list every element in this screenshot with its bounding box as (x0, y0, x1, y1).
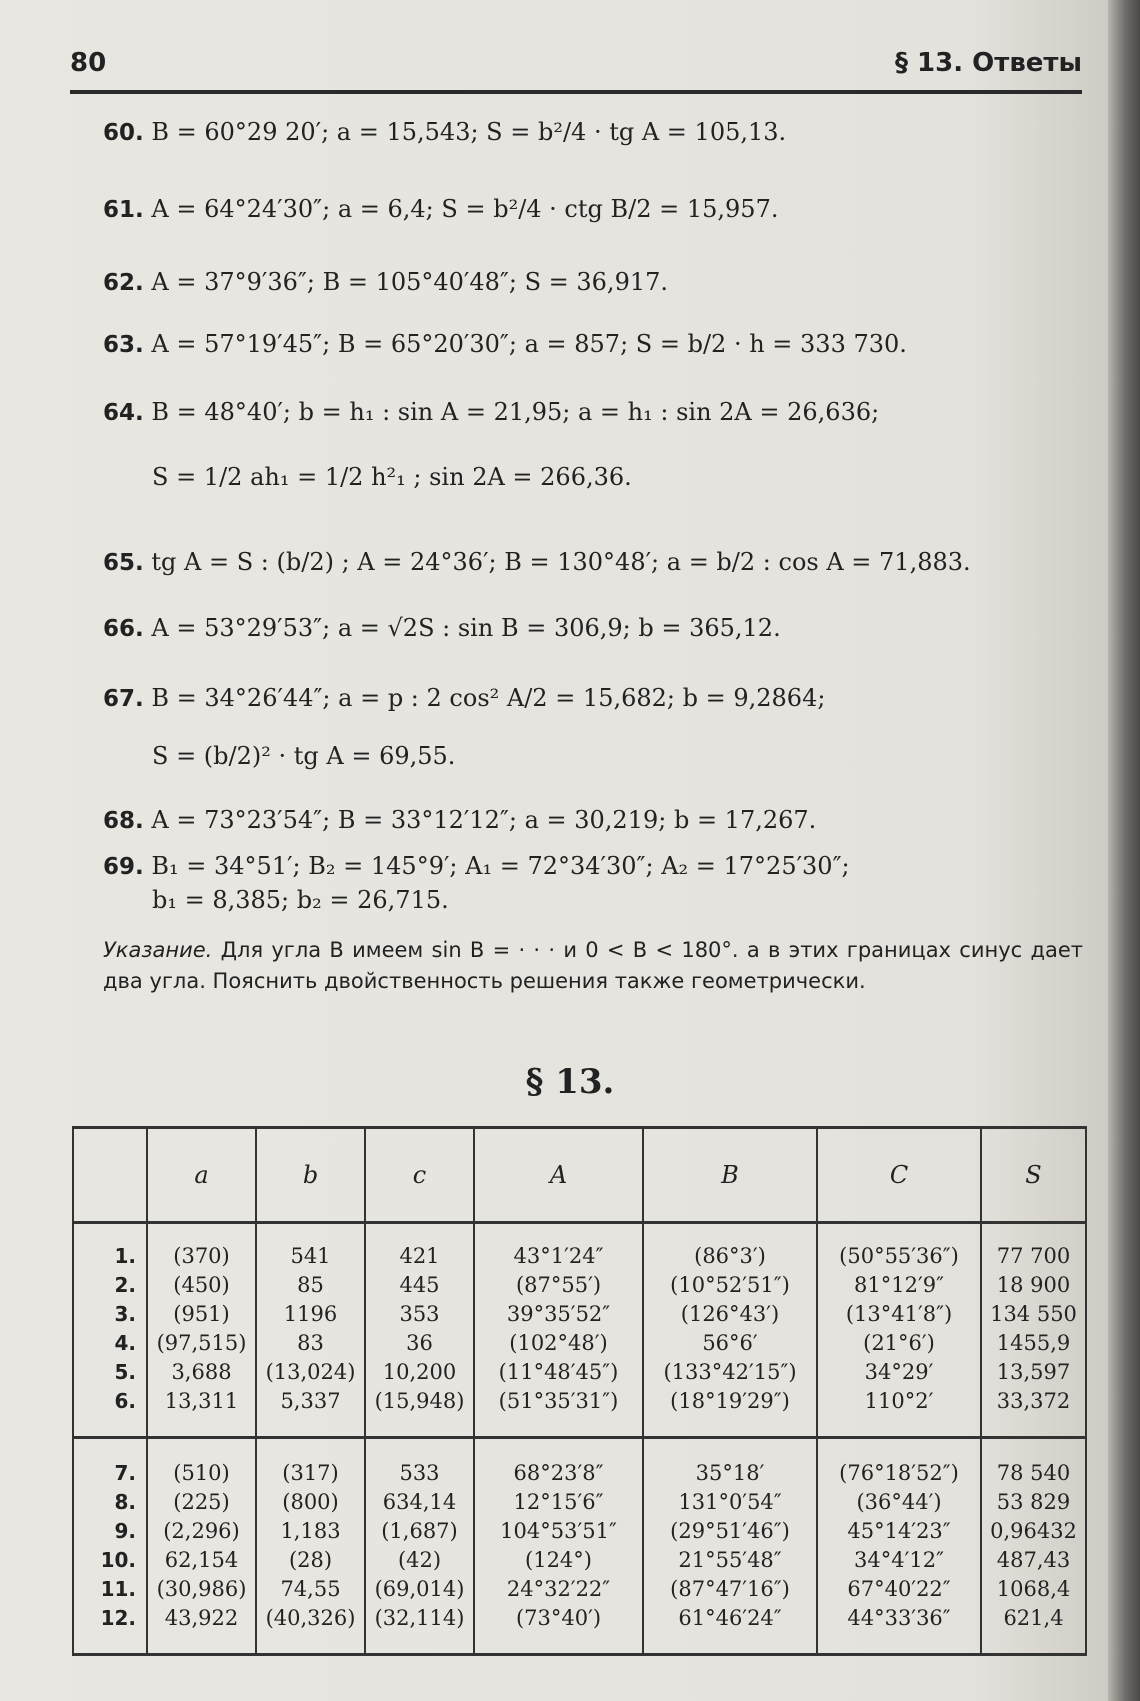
column-header: b (256, 1128, 365, 1223)
answer-line: 63. A = 57°19′45″; B = 65°20′30″; a = 857; S = b/2 · h = 333 730. (103, 330, 907, 358)
table-cell: (317) (800) 1,183 (28) 74,55 (40,326) (256, 1438, 365, 1655)
table-cell: 77 700 18 900 134 550 1455,9 13,597 33,372 (981, 1223, 1086, 1438)
table-cell: (86°3′) (10°52′51″) (126°43′) 56°6′ (133°42′15″) (18°19′29″) (643, 1223, 817, 1438)
hint-paragraph (103, 935, 1083, 997)
column-header: C (817, 1128, 981, 1223)
column-header: S (981, 1128, 1086, 1223)
table-cell: 421 445 353 36 10,200 (15,948) (365, 1223, 474, 1438)
column-header: A (474, 1128, 643, 1223)
answer-line: 68. A = 73°23′54″; B = 33°12′12″; a = 30,219; b = 17,267. (103, 806, 817, 834)
table-cell: (50°55′36″) 81°12′9″ (13°41′8″) (21°6′) 34°29′ 110°2′ (817, 1223, 981, 1438)
answer-line: 62. A = 37°9′36″; B = 105°40′48″; S = 36,917. (103, 268, 668, 296)
table-cell: (370) (450) (951) (97,515) 3,688 13,311 (147, 1223, 256, 1438)
table-cell: (76°18′52″) (36°44′) 45°14′23″ 34°4′12″ 67°40′22″ 44°33′36″ (817, 1438, 981, 1655)
page-edge-shadow (1108, 0, 1140, 1701)
table-cell: 533 634,14 (1,687) (42) (69,014) (32,114) (365, 1438, 474, 1655)
table-cell: 541 85 1196 83 (13,024) 5,337 (256, 1223, 365, 1438)
answer-line: S = (b/2)² · tg A = 69,55. (152, 742, 456, 770)
answer-line: 65. tg A = S : (b/2) ; A = 24°36′; B = 130°48′; a = b/2 : cos A = 71,883. (103, 548, 971, 576)
header-rule (70, 90, 1082, 94)
answer-line: 60. B = 60°29 20′; a = 15,543; S = b²/4 · tg A = 105,13. (103, 118, 787, 146)
row-numbers: 1. 2. 3. 4. 5. 6. (73, 1223, 147, 1438)
hint-lead: Указание. (103, 938, 213, 962)
table-cell: 43°1′24″ (87°55′) 39°35′52″ (102°48′) (11°48′45″) (51°35′31″) (474, 1223, 643, 1438)
table-row-group (73, 1438, 1086, 1655)
table-row-group (73, 1223, 1086, 1438)
answer-line: b₁ = 8,385; b₂ = 26,715. (152, 886, 449, 914)
table-cell: 35°18′ 131°0′54″ (29°51′46″) 21°55′48″ (87°47′16″) 61°46′24″ (643, 1438, 817, 1655)
section-heading: § 13. (525, 1062, 615, 1102)
table-header-row (73, 1128, 1086, 1223)
answer-line: 64. B = 48°40′; b = h₁ : sin A = 21,95; a = h₁ : sin 2A = 26,636; (103, 398, 880, 426)
answer-line: 66. A = 53°29′53″; a = √2S : sin B = 306,9; b = 365,12. (103, 614, 781, 642)
hint-text: Для угла B имеем sin B = · · · и 0 < B < 180°. а в этих границах синус дает два угла. Пояснить двойственность решения также геометрически. (103, 938, 1083, 993)
answer-line: 69. B₁ = 34°51′; B₂ = 145°9′; A₁ = 72°34′30″; A₂ = 17°25′30″; (103, 852, 850, 880)
answer-line: S = 1/2 ah₁ = 1/2 h²₁ ; sin 2A = 266,36. (152, 463, 632, 491)
results-table (72, 1126, 1087, 1656)
row-numbers: 7. 8. 9. 10. 11. 12. (73, 1438, 147, 1655)
column-header: a (147, 1128, 256, 1223)
table-cell: 78 540 53 829 0,96432 487,43 1068,4 621,4 (981, 1438, 1086, 1655)
table-cell: (510) (225) (2,296) 62,154 (30,986) 43,922 (147, 1438, 256, 1655)
page-header (70, 48, 1082, 88)
page-number: 80 (70, 48, 107, 78)
column-header: c (365, 1128, 474, 1223)
table-cell: 68°23′8″ 12°15′6″ 104°53′51″ (124°) 24°32′22″ (73°40′) (474, 1438, 643, 1655)
column-header (73, 1128, 147, 1223)
running-section-title: § 13. Ответы (894, 48, 1082, 78)
column-header: B (643, 1128, 817, 1223)
answer-line: 67. B = 34°26′44″; a = p : 2 cos² A/2 = 15,682; b = 9,2864; (103, 684, 826, 712)
answer-line: 61. A = 64°24′30″; a = 6,4; S = b²/4 · ctg B/2 = 15,957. (103, 195, 779, 223)
